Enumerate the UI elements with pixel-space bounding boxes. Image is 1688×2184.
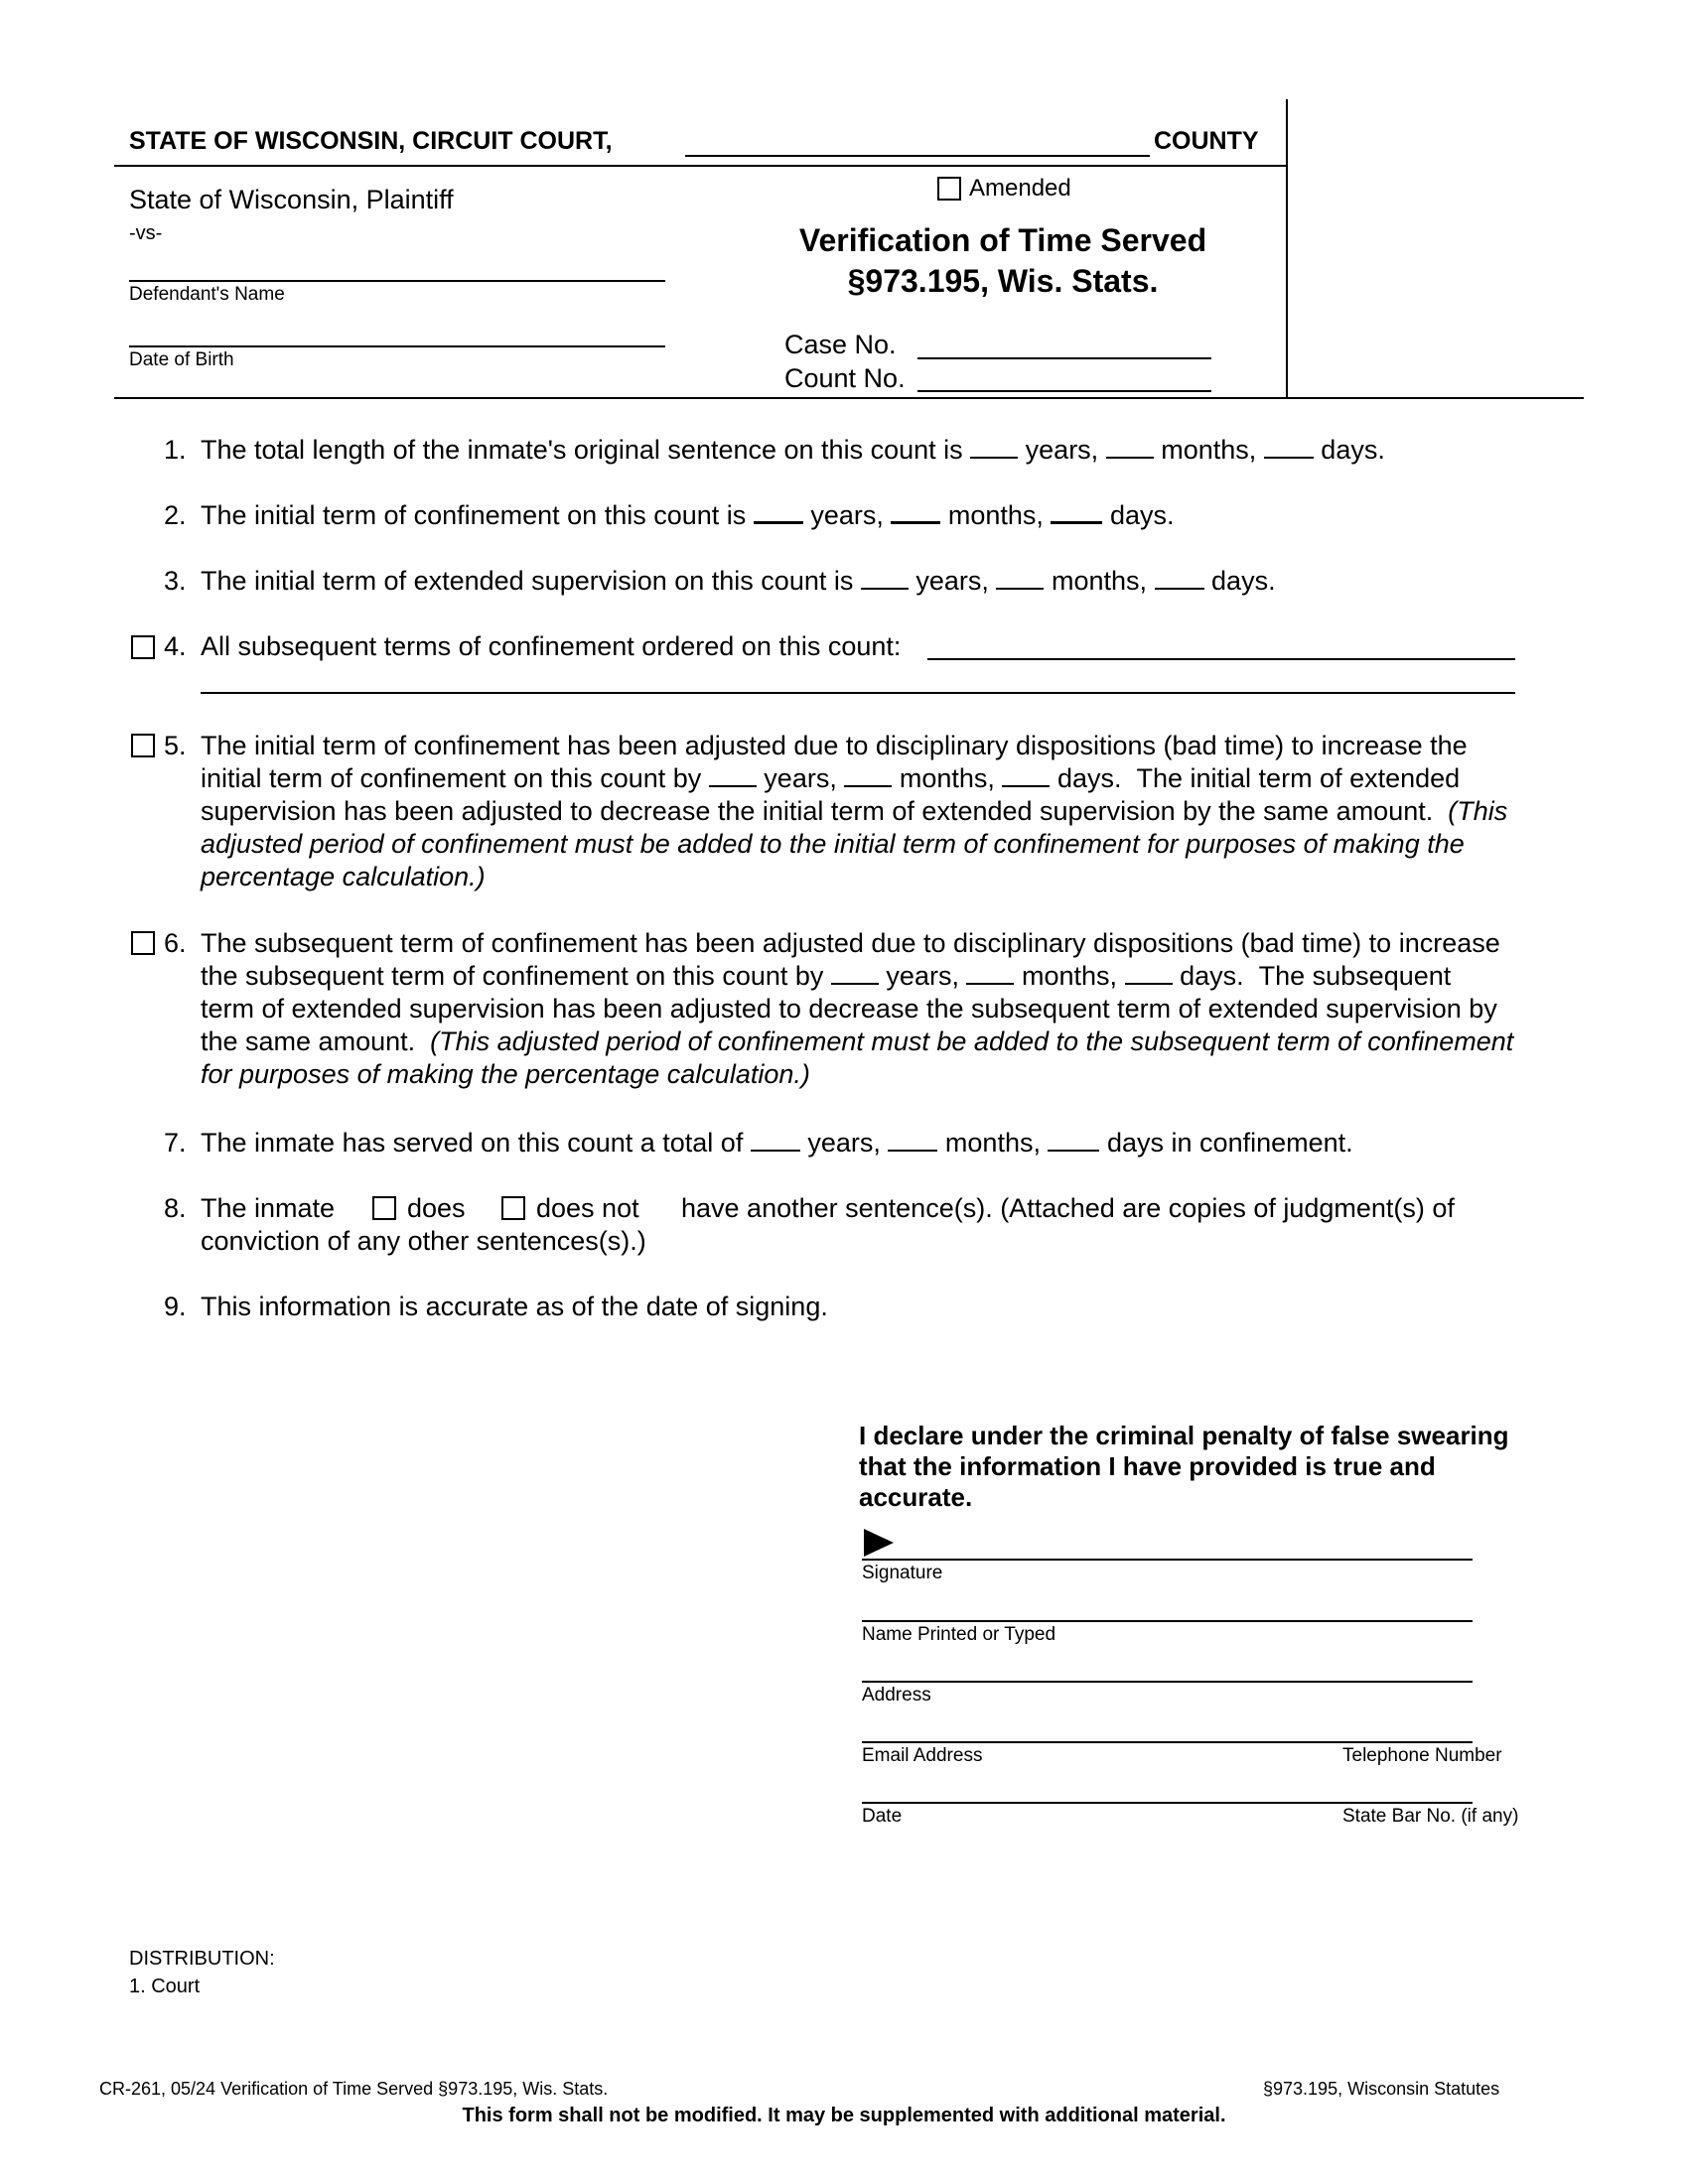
signature-field[interactable]: [862, 1559, 1473, 1561]
item-8-text-a: The inmate: [201, 1193, 336, 1223]
date-bar-field[interactable]: [862, 1802, 1473, 1804]
item-6-days-label: days.: [1180, 961, 1244, 991]
item-5-number: 5.: [164, 731, 187, 760]
item-4-line-2[interactable]: [201, 692, 1515, 694]
item-6-text-a: the subsequent term of confinement on this count by: [201, 961, 824, 991]
footer-statute: §973.195, Wisconsin Statutes: [1263, 2079, 1500, 2099]
item-1-days-label: days.: [1321, 435, 1385, 465]
name-printed-label: Name Printed or Typed: [862, 1624, 1056, 1645]
item-4-text: All subsequent terms of confinement ordered on this count:: [201, 631, 902, 661]
item-7-years-blank[interactable]: [751, 1128, 800, 1152]
item-8-text-b: have another sentence(s). (Attached are copies of judgment(s) of: [681, 1193, 1455, 1223]
does-not-label: does not: [536, 1193, 639, 1223]
item-3-number: 3.: [164, 566, 187, 596]
item-5-checkbox[interactable]: [131, 734, 155, 757]
email-phone-field[interactable]: [862, 1741, 1473, 1743]
item-7-months-blank[interactable]: [888, 1128, 937, 1152]
item-5-text-c: supervision has been adjusted to decrease the initial term of extended supervision by the same amount.: [201, 796, 1434, 826]
item-8-number: 8.: [164, 1193, 187, 1223]
item-3-years-blank[interactable]: [861, 566, 909, 590]
item-6-line-3: term of extended supervision has been adjusted to decrease the subsequent term of extended supervision by: [201, 994, 1497, 1024]
item-3-days-label: days.: [1211, 566, 1276, 596]
footer-form-id: CR-261, 05/24 Verification of Time Served §973.195, Wis. Stats.: [99, 2079, 609, 2099]
item-5-days-blank[interactable]: [1002, 763, 1050, 787]
count-no-field[interactable]: [917, 390, 1211, 392]
caption-divider-bottom: [114, 397, 1584, 399]
email-label: Email Address: [862, 1745, 983, 1766]
item-3-months-label: months,: [1051, 566, 1147, 596]
item-7-number: 7.: [164, 1128, 187, 1158]
item-2-years-blank[interactable]: [754, 499, 803, 524]
item-1-number: 1.: [164, 435, 187, 465]
item-1-years-label: years,: [1025, 435, 1099, 465]
plaintiff-text: State of Wisconsin, Plaintiff: [129, 185, 454, 214]
item-6-line-4: [201, 1025, 1513, 1058]
item-2-months-label: months,: [947, 500, 1044, 530]
item-5-note-start: (This: [1448, 796, 1508, 826]
vs-text: -vs-: [129, 222, 163, 244]
item-5-text-b: The initial term of extended: [1136, 763, 1461, 793]
item-1-text: The total length of the inmate's original sentence on this count is: [201, 435, 963, 465]
item-5-months-blank[interactable]: [844, 763, 892, 787]
item-9-number: 9.: [164, 1292, 187, 1321]
item-6-text-b: The subsequent: [1258, 961, 1452, 991]
state-bar-label: State Bar No. (if any): [1342, 1806, 1519, 1827]
item-7-days-label: days in confinement.: [1107, 1128, 1353, 1158]
item-2-text: The initial term of confinement on this count is: [201, 500, 747, 530]
case-no-field[interactable]: [917, 357, 1211, 359]
item-3-months-blank[interactable]: [996, 566, 1044, 590]
item-2-number: 2.: [164, 500, 187, 530]
item-5-months-label: months,: [899, 763, 995, 793]
item-6-text-c: the same amount.: [201, 1026, 416, 1056]
date-label: Date: [862, 1806, 903, 1827]
name-printed-field[interactable]: [862, 1620, 1473, 1622]
item-6-days-blank[interactable]: [1125, 961, 1173, 985]
item-5-days-label: days.: [1056, 763, 1122, 793]
item-2-days-blank[interactable]: [1051, 499, 1102, 524]
telephone-label: Telephone Number: [1342, 1745, 1502, 1766]
count-no-label: Count No.: [784, 363, 906, 393]
defendant-name-field[interactable]: [129, 280, 665, 282]
item-4-checkbox[interactable]: [131, 635, 155, 659]
item-3: [201, 565, 1276, 598]
form-title-line2: §973.195, Wis. Stats.: [847, 263, 1159, 299]
item-3-days-blank[interactable]: [1155, 566, 1204, 590]
item-7-years-label: years,: [807, 1128, 881, 1158]
item-1: [201, 434, 1385, 467]
item-7-months-label: months,: [944, 1128, 1041, 1158]
item-7-days-blank[interactable]: [1048, 1128, 1099, 1152]
defendant-name-label: Defendant's Name: [129, 284, 285, 305]
item-5-text-a: initial term of confinement on this count by: [201, 763, 702, 793]
case-no-label: Case No.: [784, 330, 897, 359]
distribution-title: DISTRIBUTION:: [129, 1948, 275, 1970]
date-of-birth-field[interactable]: [129, 345, 665, 347]
item-6-line-2: [201, 960, 1451, 993]
item-2-years-label: years,: [810, 500, 884, 530]
does-label: does: [407, 1193, 466, 1223]
item-4-number: 4.: [164, 631, 187, 661]
caption-divider-top: [114, 165, 1288, 167]
item-6-months-label: months,: [1021, 961, 1118, 991]
item-3-years-label: years,: [915, 566, 989, 596]
declaration-line-2: that the information I have provided is true and: [859, 1451, 1436, 1481]
item-9-text: This information is accurate as of the date of signing.: [201, 1292, 828, 1321]
declaration-line-3: accurate.: [859, 1482, 973, 1512]
address-field[interactable]: [862, 1681, 1473, 1683]
item-6-line-5: for purposes of making the percentage calculation.): [201, 1059, 810, 1089]
item-2: [201, 499, 1175, 532]
declaration-line-1: I declare under the criminal penalty of false swearing: [859, 1421, 1509, 1450]
item-5-line-3: [201, 795, 1507, 828]
item-2-days-label: days.: [1109, 500, 1175, 530]
item-7: [201, 1127, 1353, 1160]
item-1-years-blank[interactable]: [970, 435, 1018, 459]
item-6-years-blank[interactable]: [831, 961, 879, 985]
item-5-line-1: The initial term of confinement has been adjusted due to disciplinary dispositions (bad time) to increase the: [201, 731, 1468, 760]
county-name-field[interactable]: [685, 155, 1150, 157]
item-6-line-1: The subsequent term of confinement has been adjusted due to disciplinary dispositions (bad time) to increase: [201, 928, 1500, 958]
address-label: Address: [862, 1685, 931, 1706]
item-5-line-4: adjusted period of confinement must be added to the initial term of confinement for purposes of making the: [201, 829, 1465, 859]
item-5-years-label: years,: [764, 763, 837, 793]
item-2-months-blank[interactable]: [891, 499, 940, 524]
item-5-years-blank[interactable]: [709, 763, 757, 787]
item-1-months-blank[interactable]: [1106, 435, 1154, 459]
item-6-months-blank[interactable]: [966, 961, 1014, 985]
item-1-months-label: months,: [1161, 435, 1257, 465]
item-6-number: 6.: [164, 928, 187, 958]
item-6-note-start: (This adjusted period of confinement must be added to the subsequent term of confinement: [430, 1026, 1514, 1056]
signature-label: Signature: [862, 1563, 943, 1583]
item-6-years-label: years,: [886, 961, 959, 991]
item-5-line-2: [201, 762, 1460, 795]
amended-checkbox[interactable]: [937, 177, 961, 201]
item-1-days-blank[interactable]: [1264, 435, 1314, 459]
form-title-line1: Verification of Time Served: [798, 222, 1207, 258]
amended-label: Amended: [969, 175, 1071, 202]
item-6-checkbox[interactable]: [131, 931, 155, 955]
item-4-line-1[interactable]: [927, 658, 1515, 660]
item-5-line-5: percentage calculation.): [201, 862, 486, 891]
distribution-item-court: 1. Court: [129, 1976, 201, 1997]
date-of-birth-label: Date of Birth: [129, 349, 234, 370]
county-label: COUNTY: [1154, 127, 1259, 155]
caption-divider-vertical: [1286, 99, 1288, 397]
signature-arrow-icon: [864, 1529, 894, 1557]
does-not-checkbox[interactable]: [501, 1196, 525, 1220]
item-8-line-2: conviction of any other sentences(s).): [201, 1226, 646, 1256]
does-checkbox[interactable]: [372, 1196, 396, 1220]
court-heading: STATE OF WISCONSIN, CIRCUIT COURT,: [129, 127, 613, 155]
footer-notice: This form shall not be modified. It may be supplemented with additional material.: [462, 2105, 1226, 2126]
item-3-text: The initial term of extended supervision on this count is: [201, 566, 854, 596]
item-7-text: The inmate has served on this count a total of: [201, 1128, 744, 1158]
